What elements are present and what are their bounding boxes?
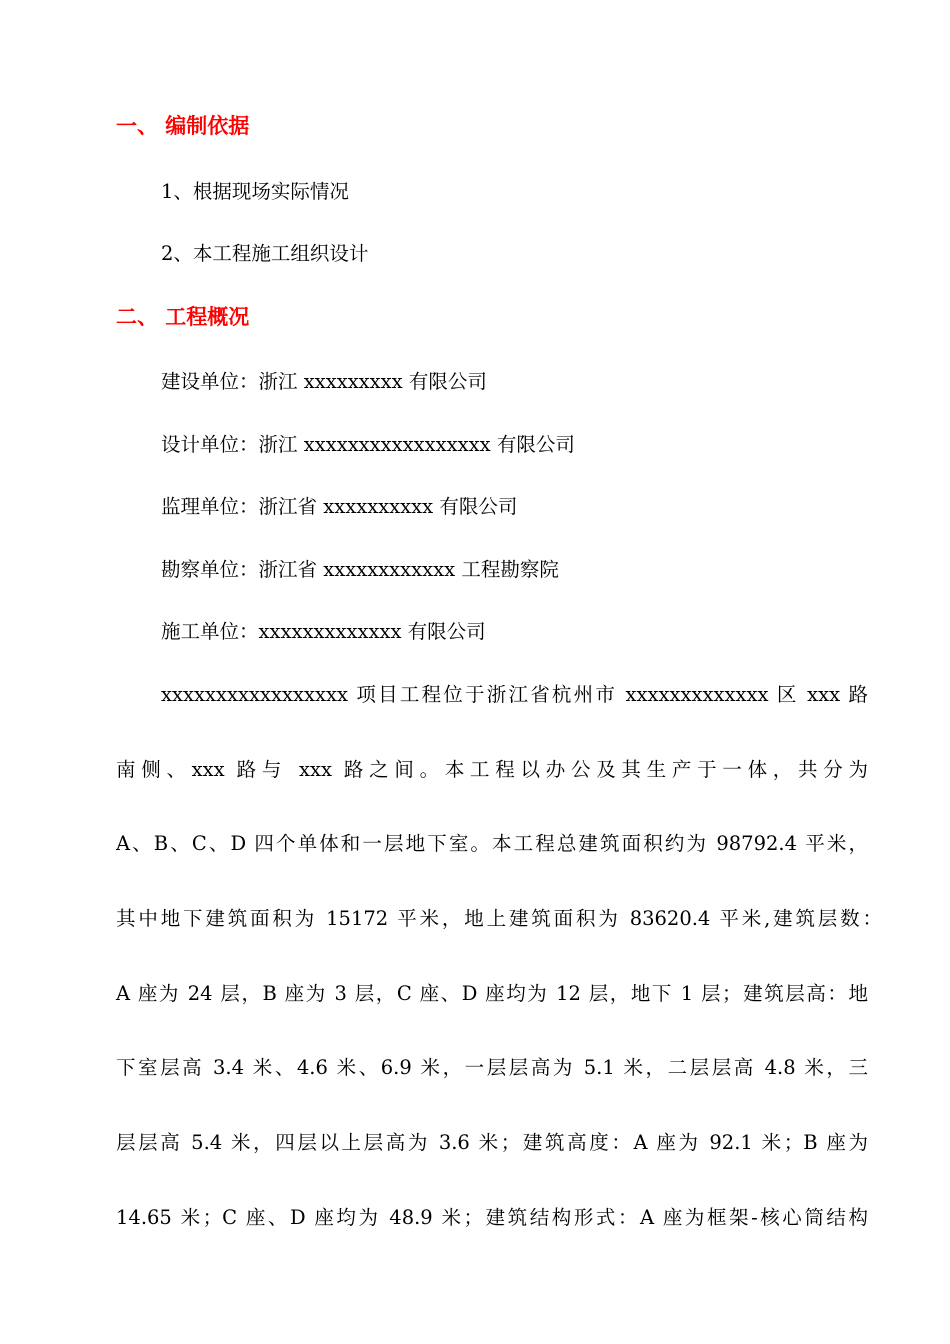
overview-paragraph-line: 其中地下建筑面积为 15172 平米，地上建筑面积为 83620.4 平米,建筑层数：: [116, 907, 882, 930]
overview-paragraph-line: 南侧、xxx 路与 xxx 路之间。本工程以办公及其生产于一体，共分为: [116, 758, 868, 781]
unit-contractor: 施工单位：xxxxxxxxxxxxx 有限公司: [161, 620, 486, 643]
unit-designer: 设计单位：浙江 xxxxxxxxxxxxxxxxx 有限公司: [161, 433, 575, 456]
basis-item-2: 2、本工程施工组织设计: [161, 242, 369, 265]
unit-surveyor: 勘察单位：浙江省 xxxxxxxxxxxx 工程勘察院: [161, 558, 559, 581]
overview-paragraph-line: 层层高 5.4 米，四层以上层高为 3.6 米；建筑高度：A 座为 92.1 米；B 座为: [116, 1131, 868, 1154]
overview-paragraph-line: xxxxxxxxxxxxxxxxx 项目工程位于浙江省杭州市 xxxxxxxxxxxxx 区 xxx 路: [161, 683, 868, 706]
overview-paragraph-line: 下室层高 3.4 米、4.6 米、6.9 米，一层层高为 5.1 米，二层层高 4.8 米，三: [116, 1056, 868, 1079]
section-heading-compilation-basis: 一、 编制依据: [116, 114, 250, 138]
section-heading-project-overview: 二、 工程概况: [116, 305, 250, 329]
overview-paragraph-line: A、B、C、D 四个单体和一层地下室。本工程总建筑面积约为 98792.4 平米，: [116, 832, 868, 855]
basis-item-1: 1、根据现场实际情况: [161, 180, 349, 203]
unit-construction-owner: 建设单位：浙江 xxxxxxxxx 有限公司: [161, 370, 487, 393]
overview-paragraph-line: A 座为 24 层，B 座为 3 层，C 座、D 座均为 12 层，地下 1 层；建筑层高：地: [116, 982, 868, 1005]
unit-supervisor: 监理单位：浙江省 xxxxxxxxxx 有限公司: [161, 495, 518, 518]
overview-paragraph-line: 14.65 米；C 座、D 座均为 48.9 米；建筑结构形式：A 座为框架-核心筒结构: [116, 1206, 868, 1229]
